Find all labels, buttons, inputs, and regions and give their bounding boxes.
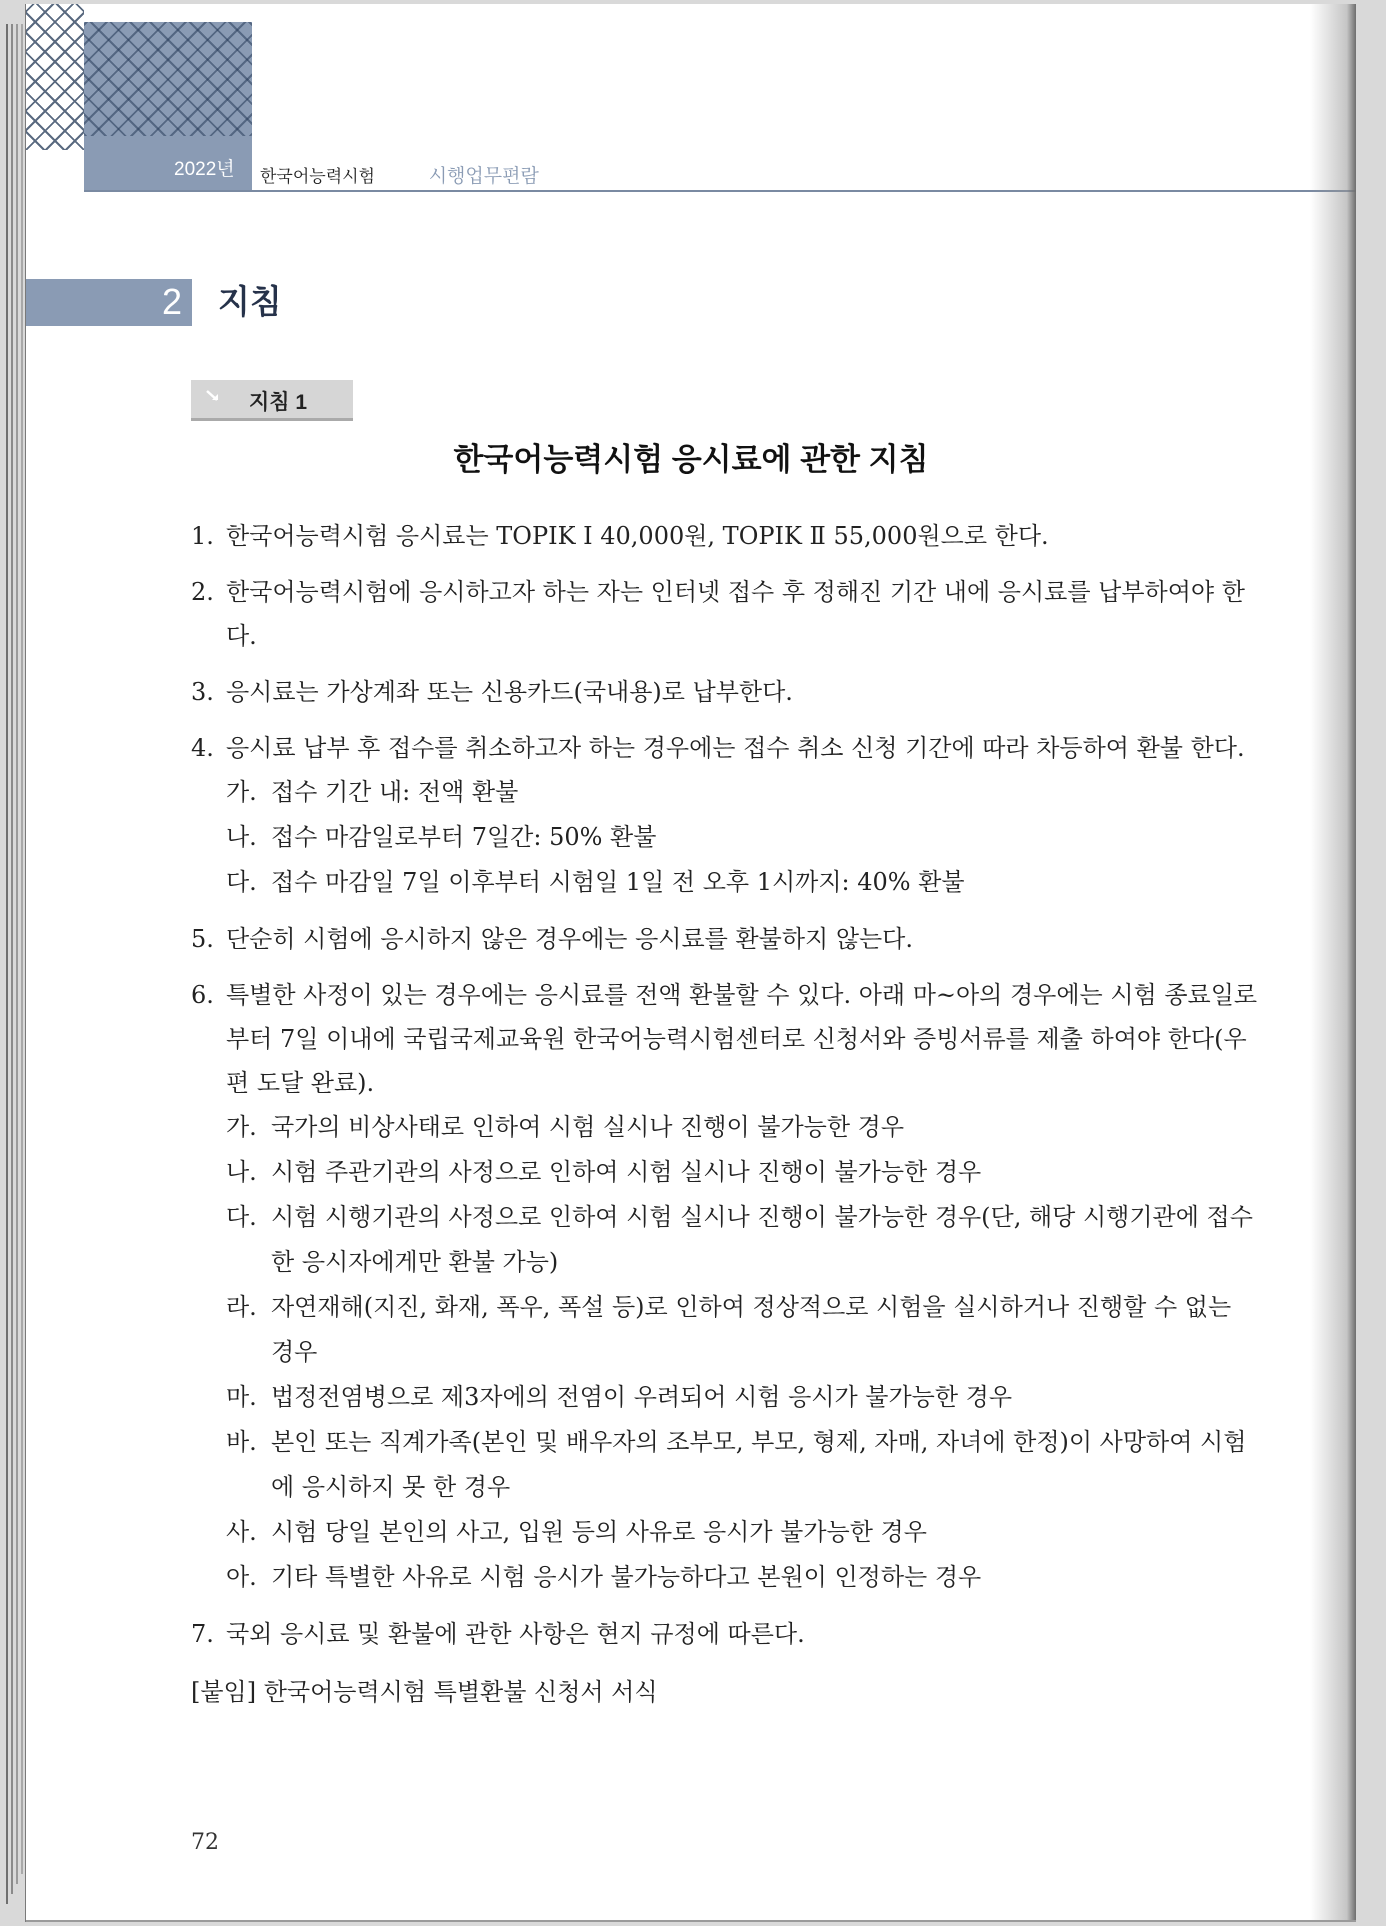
sub-list-item	[226, 1105, 1261, 1150]
list-item-number: 7.	[191, 1620, 214, 1648]
sub-list-item	[226, 770, 1261, 815]
sub-list-text: 자연재해(지진, 화재, 폭우, 폭설 등)로 인하여 정상적으로 시험을 실시하거나 진행할 수 없는 경우	[271, 1293, 1232, 1366]
list-item-text: 단순히 시험에 응시하지 않은 경우에는 응시료를 환불하지 않는다.	[226, 925, 913, 953]
sub-list-item	[226, 1195, 1261, 1285]
sub-list-marker: 바.	[226, 1428, 257, 1456]
sub-list-text: 접수 기간 내: 전액 환불	[271, 778, 519, 806]
list-item-text: 응시료는 가상계좌 또는 신용카드(국내용)로 납부한다.	[226, 678, 793, 706]
page-number: 72	[191, 1830, 219, 1855]
guideline-tab	[191, 380, 353, 421]
sub-list-marker: 나.	[226, 1158, 257, 1186]
sub-list-text: 법정전염병으로 제3자에의 전염이 우려되어 시험 응시가 불가능한 경우	[271, 1383, 1013, 1411]
header-pattern	[26, 4, 84, 150]
corner-arrow-icon	[205, 388, 221, 404]
sub-list-text: 시험 시행기관의 사정으로 인하여 시험 실시나 진행이 불가능한 경우(단, 해당 시행기관에 접수한 응시자에게만 환불 가능)	[271, 1203, 1253, 1276]
sub-list-item	[226, 1285, 1261, 1375]
sub-list-marker: 가.	[226, 778, 257, 806]
header-title	[260, 154, 539, 199]
attachment-note: [붙임] 한국어능력시험 특별환불 신청서 서식	[191, 1678, 658, 1706]
page-edge	[6, 24, 8, 1904]
list-item	[191, 570, 1261, 658]
sub-list-text: 국가의 비상사태로 인하여 시험 실시나 진행이 불가능한 경우	[271, 1113, 905, 1141]
page-shadow	[1310, 4, 1356, 1922]
list-item	[191, 670, 1261, 714]
document-body	[191, 514, 1261, 1714]
section-title: 지침	[218, 283, 282, 320]
list-item-number: 6.	[191, 981, 214, 1009]
sub-list-text: 접수 마감일 7일 이후부터 시험일 1일 전 오후 1시까지: 40% 환불	[271, 868, 965, 896]
sub-list-text: 본인 또는 직계가족(본인 및 배우자의 조부모, 부모, 형제, 자매, 자녀에 한정)이 사망하여 시험에 응시하지 못 한 경우	[271, 1428, 1247, 1501]
list-item	[191, 917, 1261, 961]
list-item	[191, 1612, 1261, 1656]
sub-list-marker: 마.	[226, 1383, 257, 1411]
list-item-number: 2.	[191, 578, 214, 606]
header-title-main: 한국어능력시험	[260, 167, 375, 186]
sub-list-item	[226, 860, 1261, 905]
list-item-number: 1.	[191, 522, 214, 550]
list-item-text: 한국어능력시험에 응시하고자 하는 자는 인터넷 접수 후 정해진 기간 내에 응시료를 납부하여야 한다.	[226, 578, 1245, 650]
guideline-tab-label: 지침 1	[249, 391, 308, 414]
sub-list-text: 접수 마감일로부터 7일간: 50% 환불	[271, 823, 657, 851]
sub-list-item	[226, 1555, 1261, 1600]
list-item	[191, 726, 1261, 905]
sub-list-marker: 사.	[226, 1518, 257, 1546]
sub-list-item	[226, 815, 1261, 860]
sub-list-item	[226, 1150, 1261, 1195]
list-item-text: 응시료 납부 후 접수를 취소하고자 하는 경우에는 접수 취소 신청 기간에 따라 차등하여 환불 한다.	[226, 734, 1245, 762]
list-item-number: 5.	[191, 925, 214, 953]
document-title: 한국어능력시험 응시료에 관한 지침	[453, 442, 929, 477]
header-subtitle: 시행업무편람	[428, 166, 539, 187]
sub-list-marker: 다.	[226, 1203, 257, 1231]
sub-list-marker: 나.	[226, 823, 257, 851]
page-bottom-edge	[26, 1920, 1356, 1922]
section-divider	[192, 279, 200, 326]
sub-list-marker: 가.	[226, 1113, 257, 1141]
list-item-number: 3.	[191, 678, 214, 706]
page-edge	[21, 24, 23, 1874]
sub-list	[226, 770, 1261, 905]
sub-list-text: 시험 주관기관의 사정으로 인하여 시험 실시나 진행이 불가능한 경우	[271, 1158, 982, 1186]
list-item-number: 4.	[191, 734, 214, 762]
list-item-text: 한국어능력시험 응시료는 TOPIK Ⅰ 40,000원, TOPIK Ⅱ 55,000원으로 한다.	[226, 522, 1049, 550]
list-item-text: 국외 응시료 및 환불에 관한 사항은 현지 규정에 따른다.	[226, 1620, 805, 1648]
sub-list-marker: 다.	[226, 868, 257, 896]
sub-list-marker: 라.	[226, 1293, 257, 1321]
section-number: 2	[162, 281, 183, 322]
sub-list-marker: 아.	[226, 1563, 257, 1591]
sub-list-item	[226, 1510, 1261, 1555]
sub-list-item	[226, 1375, 1261, 1420]
header-year: 2022년	[174, 159, 235, 180]
list-item	[191, 514, 1261, 558]
page-edge	[16, 24, 18, 1884]
list-item	[191, 973, 1261, 1600]
page-edge	[11, 24, 13, 1894]
sub-list-item	[226, 1420, 1261, 1510]
list-item-text: 특별한 사정이 있는 경우에는 응시료를 전액 환불할 수 있다. 아래 마~아의 경우에는 시험 종료일로부터 7일 이내에 국립국제교육원 한국어능력시험센터로 신청서와 증빙서류를 제출 하여야 한다(우편 도달 완료).	[226, 981, 1258, 1097]
sub-list	[226, 1105, 1261, 1600]
sub-list-text: 시험 당일 본인의 사고, 입원 등의 사유로 응시가 불가능한 경우	[271, 1518, 927, 1546]
sub-list-text: 기타 특별한 사유로 시험 응시가 불가능하다고 본원이 인정하는 경우	[271, 1563, 982, 1591]
document-page	[26, 4, 1356, 1922]
